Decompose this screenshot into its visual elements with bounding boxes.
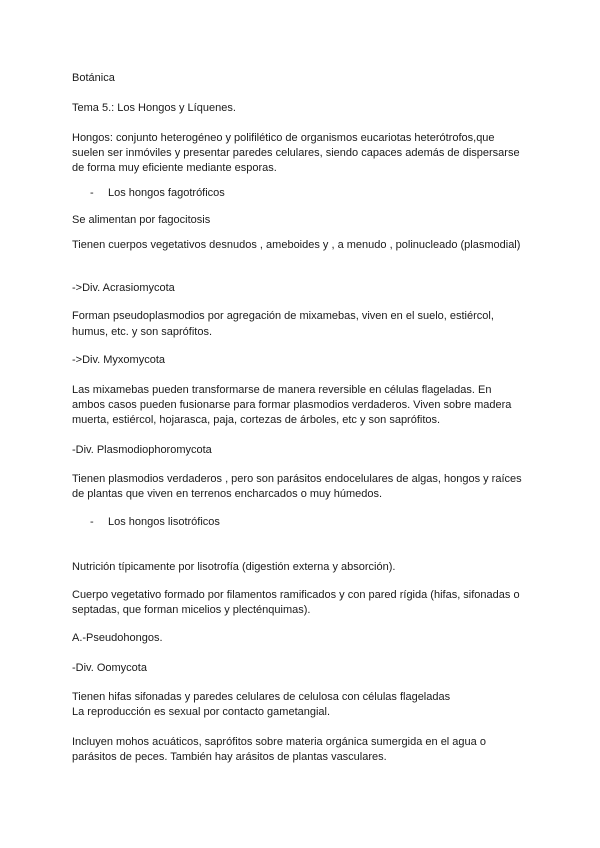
- bullet-fagotroficos: Los hongos fagotróficos: [108, 187, 225, 199]
- div-plasmodiophoromycota-line-1: Tienen plasmodios verdaderos , pero son parásitos endocelulares de algas, hongos y raíces: [72, 473, 522, 485]
- liso-line-2: Cuerpo vegetativo formado por filamentos ramificados y con pared rígida (hifas, sifonadas o: [72, 589, 520, 601]
- div-oomycota-line-4: parásitos de peces. También hay arásitos de plantas vasculares.: [72, 751, 387, 763]
- div-oomycota-line-3: Incluyen mohos acuáticos, saprófitos sobre materia orgánica sumergida en el agua o: [72, 736, 486, 748]
- fago-line-2: Tienen cuerpos vegetativos desnudos , ameboides y , a menudo , polinucleado (plasmodial): [72, 239, 521, 251]
- div-myxomycota-line-3: muerta, estiércol, hojarasca, paja, cortezas de árboles, etc y son saprófitos.: [72, 414, 441, 426]
- div-oomycota-title: -Div. Oomycota: [72, 662, 147, 674]
- bullet-marker-1: -: [90, 187, 94, 199]
- div-acrasiomycota-title: ->Div. Acrasiomycota: [72, 282, 175, 294]
- intro-line-1: Hongos: conjunto heterogéneo y polifilético de organismos eucariotas heterótrofos,que: [72, 132, 495, 144]
- course-title: Botánica: [72, 72, 115, 84]
- liso-line-3: septadas, que forman micelios y plecténquimas).: [72, 604, 311, 616]
- section-a-title: A.-Pseudohongos.: [72, 632, 163, 644]
- div-oomycota-line-2: La reproducción es sexual por contacto gametangial.: [72, 706, 331, 718]
- div-oomycota-line-1: Tienen hifas sifonadas y paredes celulares de celulosa con células flageladas: [72, 691, 451, 703]
- div-myxomycota-line-1: Las mixamebas pueden transformarse de manera reversible en células flageladas. En: [72, 384, 492, 396]
- intro-line-2: suelen ser inmóviles y presentar paredes celulares, siendo capaces además de dispersarse: [72, 147, 520, 159]
- topic-title: Tema 5.: Los Hongos y Líquenes.: [72, 102, 236, 114]
- intro-line-3: de forma muy eficiente mediante esporas.: [72, 162, 277, 174]
- div-acrasiomycota-line-2: humus, etc. y son saprófitos.: [72, 326, 213, 338]
- div-plasmodiophoromycota-title: -Div. Plasmodiophoromycota: [72, 444, 212, 456]
- div-myxomycota-title: ->Div. Myxomycota: [72, 354, 166, 366]
- div-acrasiomycota-line-1: Forman pseudoplasmodios por agregación de mixamebas, viven en el suelo, estiércol,: [72, 310, 494, 322]
- div-plasmodiophoromycota-line-2: de plantas que viven en terrenos encharcados o muy húmedos.: [72, 488, 383, 500]
- bullet-marker-2: -: [90, 516, 94, 528]
- bullet-lisotroficos: Los hongos lisotróficos: [108, 516, 220, 528]
- liso-line-1: Nutrición típicamente por lisotrofía (digestión externa y absorción).: [72, 561, 396, 573]
- fago-line-1: Se alimentan por fagocitosis: [72, 214, 211, 226]
- div-myxomycota-line-2: ambos casos pueden fusionarse para formar plasmodios verdaderos. Viven sobre madera: [72, 399, 512, 411]
